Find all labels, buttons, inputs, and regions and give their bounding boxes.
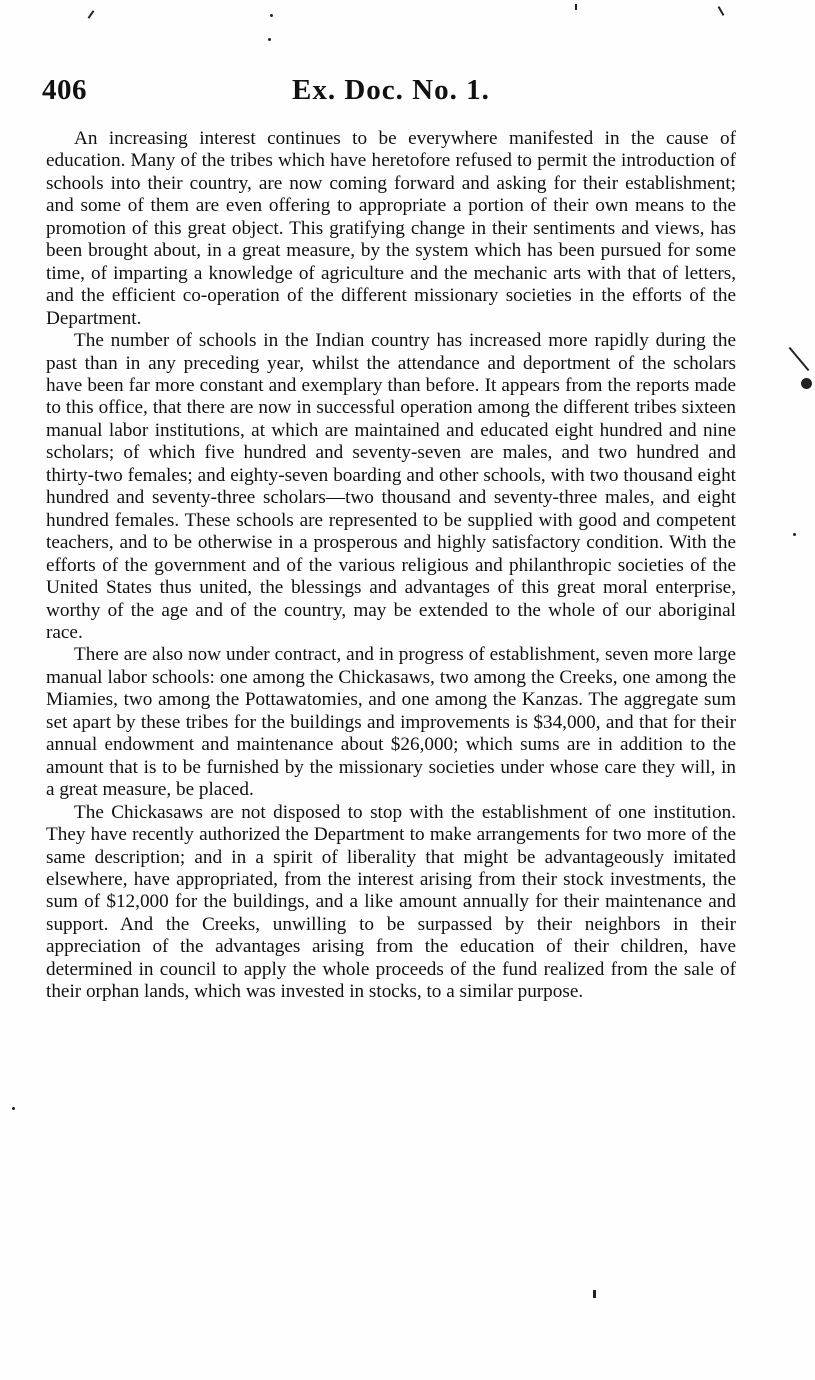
page-header [42,74,742,114]
page-number: 406 [42,74,87,106]
scan-speck [270,14,273,17]
scan-speck [575,4,577,10]
scan-speck [793,533,796,536]
scan-speck [88,10,95,19]
paragraph: The number of schools in the Indian country has increased more rapidly during the past than in any preceding year, whilst the attendance and deportment of the scholars have been far more constant and exemplary than before. It appears from the reports made to this office, that there are now in successful operation among the different tribes sixteen manual labor institutions, at which are maintained and educated eight hundred and nine scholars; of which five hundred and seventy-seven are males, and two hundred and thirty-two females; and eighty-seven boarding and other schools, with two thousand eight hundred and seventy-three scholars—two thousand and seventy-three males, and eight hundred females. These schools are represented to be supplied with good and competent teachers, and to be otherwise in a prosperous and highly satisfactory condition. With the efforts of the government and of the various religious and philanthropic societies of the United States thus united, the blessings and advantages of this great moral enterprise, worthy of the age and of the country, may be extended to the whole of our aboriginal race. [46,330,736,643]
scan-speck [718,6,725,16]
scan-speck [12,1107,15,1110]
scan-speck [268,38,271,41]
running-head: Ex. Doc. No. 1. [292,74,490,106]
paragraph: An increasing interest continues to be everywhere manifested in the cause of education. Many of the tribes which have heretofore refused to permit the introduction of schools into their country, are now coming forward and asking for their establishment; and some of them are even offering to appropriate a portion of their own means to the promotion of this great object. This gratifying change in their sentiments and views, has been brought about, in a great measure, by the system which has been pursued for some time, of imparting a knowledge of agriculture and the mechanic arts with that of letters, and the efficient co-operation of the different missionary societies in the efforts of the Department. [46,128,736,329]
paragraph: There are also now under contract, and in progress of establishment, seven more large manual labor schools: one among the Chickasaws, two among the Creeks, one among the Miamies, two among the Pottawatomies, and one among the Kanzas. The aggregate sum set apart by these tribes for the buildings and improvements is $34,000, and that for their annual endowment and maintenance about $26,000; which sums are in addition to the amount that is to be furnished by the missionary societies under whose care they will, in a great measure, be placed. [46,644,736,801]
paragraph: The Chickasaws are not disposed to stop with the establishment of one institution. They have recently authorized the Department to make arrangements for two more of the same description; and in a spirit of liberality that might be advantageously imitated elsewhere, have appropriated, from the interest arising from their stock investments, the sum of $12,000 for the buildings, and a like amount annually for their maintenance and support. And the Creeks, unwilling to be surpassed by their neighbors in their appreciation of the advantages arising from the education of their children, have determined in council to apply the whole proceeds of the fund realized from the sale of their orphan lands, which was invested in stocks, to a similar purpose. [46,801,736,1003]
scan-speck [789,347,810,371]
body-text [46,128,736,1004]
scan-speck [593,1290,596,1298]
scan-speck [801,378,812,389]
